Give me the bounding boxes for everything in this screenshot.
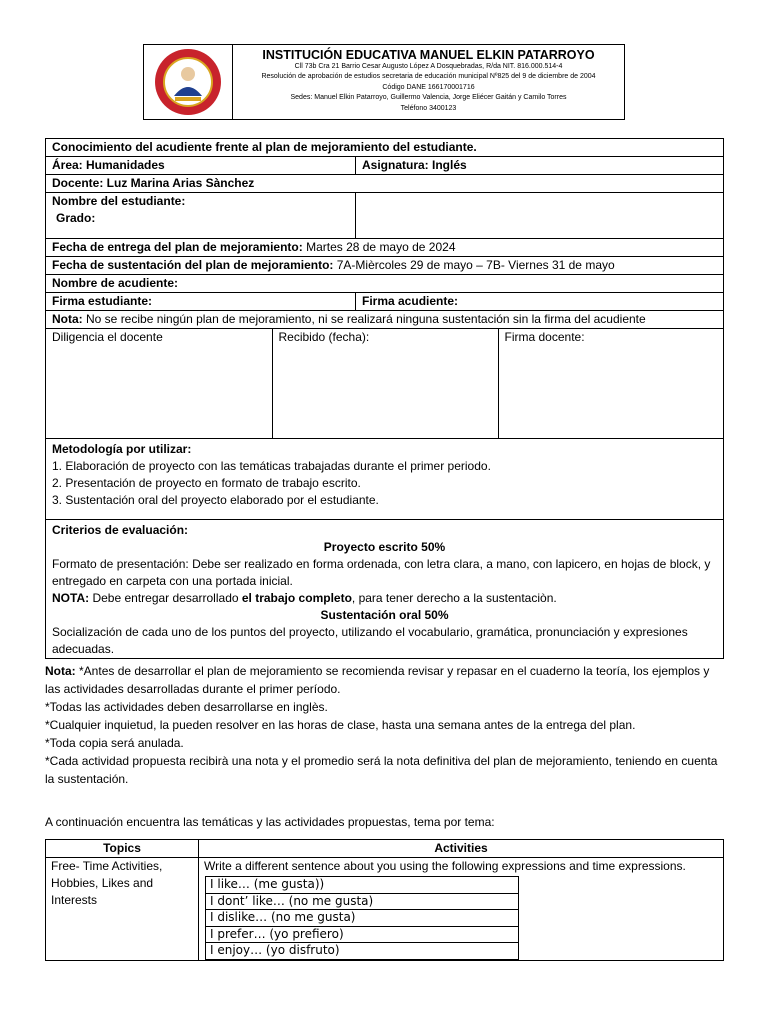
signature-note xyxy=(46,311,724,329)
institution-sites: Sedes: Manuel Elkin Patarroyo, Guillermo Valencia, Jorge Eliécer Gaitán y Camilo Torres xyxy=(290,94,567,102)
expressions-table xyxy=(205,876,519,960)
guardian-name-row xyxy=(46,275,724,293)
signatures-row xyxy=(46,293,724,311)
institution-phone: Teléfono 3400123 xyxy=(400,104,457,112)
guardian-name-field[interactable]: Nombre de acudiente: xyxy=(46,275,724,293)
expression-item: I dont’ like… (no me gusta) xyxy=(206,893,519,910)
defense-date-value: 7A-Mièrcoles 29 de mayo – 7B- Viernes 31 de mayo xyxy=(333,258,615,272)
delivery-date-field xyxy=(46,239,724,257)
teacher-row xyxy=(46,175,724,193)
activities-column-header: Activities xyxy=(199,840,724,858)
school-emblem-icon xyxy=(153,47,223,117)
delivery-date-label: Fecha de entrega del plan de mejoramiento: xyxy=(52,240,303,254)
expression-item: I prefer… (yo prefiero) xyxy=(206,926,519,943)
teacher-signature-field[interactable]: Firma docente: xyxy=(498,329,724,438)
teacher-record-row xyxy=(46,329,724,439)
nota-text-end: , para tener derecho a la sustentaciòn. xyxy=(351,591,557,605)
criteria-section xyxy=(46,520,724,659)
teacher-record-table xyxy=(46,329,724,438)
institution-resolution: Resolución de aprobación de estudios secretaria de educación municipal Nº825 del 9 de diciembre de 2004 xyxy=(261,73,596,81)
nota-text: Debe entregar desarrollado xyxy=(89,591,242,605)
topics-table xyxy=(45,839,724,961)
nota-emphasis: el trabajo completo xyxy=(241,591,352,605)
activity-instructions: Write a different sentence about you using the following expressions and time expressions. xyxy=(204,859,686,873)
form-title: Conocimiento del acudiente frente al plan de mejoramiento del estudiante. xyxy=(46,139,724,157)
oral-heading: Sustentación oral 50% xyxy=(320,608,449,622)
guardian-signature-field[interactable]: Firma acudiente: xyxy=(356,293,724,311)
methodology-section xyxy=(46,439,724,520)
teacher-record-cell xyxy=(46,329,724,439)
written-project-text: Formato de presentación: Debe ser realizado en forma ordenada, con letra clara, a mano, con lapicero, en hojas de block, y entregado en carpeta con una portada inicial. xyxy=(52,557,711,588)
general-notes xyxy=(45,662,725,788)
topic-activity xyxy=(199,858,724,961)
note-item: *Cada actividad propuesta recibirà una nota y el promedio será la nota definitiva del plan de mejoramiento, teniendo en cuenta la sustentación. xyxy=(45,754,718,786)
topics-header-row xyxy=(46,840,724,858)
defense-date-field xyxy=(46,257,724,275)
institution-header xyxy=(143,44,625,120)
methodology-row xyxy=(46,439,724,520)
methodology-label: Metodología por utilizar: xyxy=(52,442,192,456)
grade-label: Grado: xyxy=(56,211,96,225)
expression-item: I like… (me gusta)) xyxy=(206,877,519,894)
topics-column-header: Topics xyxy=(46,840,199,858)
improvement-plan-form xyxy=(45,138,724,659)
methodology-item: 1. Elaboración de proyecto con las temáticas trabajadas durante el primer periodo. xyxy=(52,459,491,473)
complete-work-note xyxy=(52,590,717,607)
criteria-label: Criterios de evaluación: xyxy=(52,523,189,537)
institution-dane-code: Código DANE 166170001716 xyxy=(382,83,475,91)
subject-field: Asignatura: Inglés xyxy=(356,157,724,175)
student-name-input-area[interactable] xyxy=(356,193,724,239)
delivery-date-row xyxy=(46,239,724,257)
received-date-field[interactable]: Recibido (fecha): xyxy=(272,329,498,438)
topic-row xyxy=(46,858,724,961)
institution-address: Cll 73b Cra 21 Barrio Cesar Augusto López A Dosquebradas, R/da NIT. 816.000.514-4 xyxy=(294,63,563,70)
methodology-item: 3. Sustentación oral del proyecto elaborado por el estudiante. xyxy=(52,493,379,507)
topic-name: Free- Time Activities, Hobbies, Likes and Interests xyxy=(46,858,199,961)
topics-intro: A continuación encuentra las temáticas y las actividades propuestas, tema por tema: xyxy=(45,815,495,829)
note-label: Nota: xyxy=(52,312,83,326)
teacher-fills-label: Diligencia el docente xyxy=(52,330,163,344)
student-name-cell xyxy=(46,193,356,239)
nota-label: NOTA: xyxy=(52,591,90,605)
institution-name: INSTITUCIÓN EDUCATIVA MANUEL ELKIN PATARROYO xyxy=(262,48,595,62)
institution-info xyxy=(233,45,624,119)
area-field: Área: Humanidades xyxy=(46,157,356,175)
expression-item: I dislike… (no me gusta) xyxy=(206,910,519,927)
teacher-field: Docente: Luz Marina Arias Sànchez xyxy=(46,175,724,193)
note-first xyxy=(45,662,725,698)
student-name-label: Nombre del estudiante: xyxy=(52,194,186,208)
note-text: No se recibe ningún plan de mejoramiento, ni se realizará ninguna sustentación sin la firma del acudiente xyxy=(82,312,646,326)
criteria-row xyxy=(46,520,724,659)
school-logo-cell xyxy=(144,45,233,119)
note-item: *Todas las actividades deben desarrollarse en inglès. xyxy=(45,700,328,714)
note-row xyxy=(46,311,724,329)
student-row xyxy=(46,193,724,239)
note-item: *Toda copia será anulada. xyxy=(45,736,184,750)
notes-label: Nota: xyxy=(45,664,76,678)
student-signature-field[interactable]: Firma estudiante: xyxy=(46,293,356,311)
form-title-row xyxy=(46,139,724,157)
area-subject-row xyxy=(46,157,724,175)
defense-date-label: Fecha de sustentación del plan de mejoramiento: xyxy=(52,258,334,272)
delivery-date-value: Martes 28 de mayo de 2024 xyxy=(302,240,456,254)
note-item: *Cualquier inquietud, la pueden resolver en las horas de clase, hasta una semana antes de la entrega del plan. xyxy=(45,718,636,732)
note-first-text: *Antes de desarrollar el plan de mejoramiento se recomienda revisar y repasar en el cuaderno la teoría, los ejemplos y las actividades desarrolladas durante el primer período. xyxy=(45,664,710,696)
methodology-item: 2. Presentación de proyecto en formato de trabajo escrito. xyxy=(52,476,361,490)
oral-text: Socialización de cada uno de los puntos del proyecto, utilizando el vocabulario, gramática, pronunciación y expresiones adecuadas. xyxy=(52,625,688,656)
defense-date-row xyxy=(46,257,724,275)
written-project-heading: Proyecto escrito 50% xyxy=(323,540,446,554)
expression-item: I enjoy… (yo disfruto) xyxy=(206,943,519,960)
